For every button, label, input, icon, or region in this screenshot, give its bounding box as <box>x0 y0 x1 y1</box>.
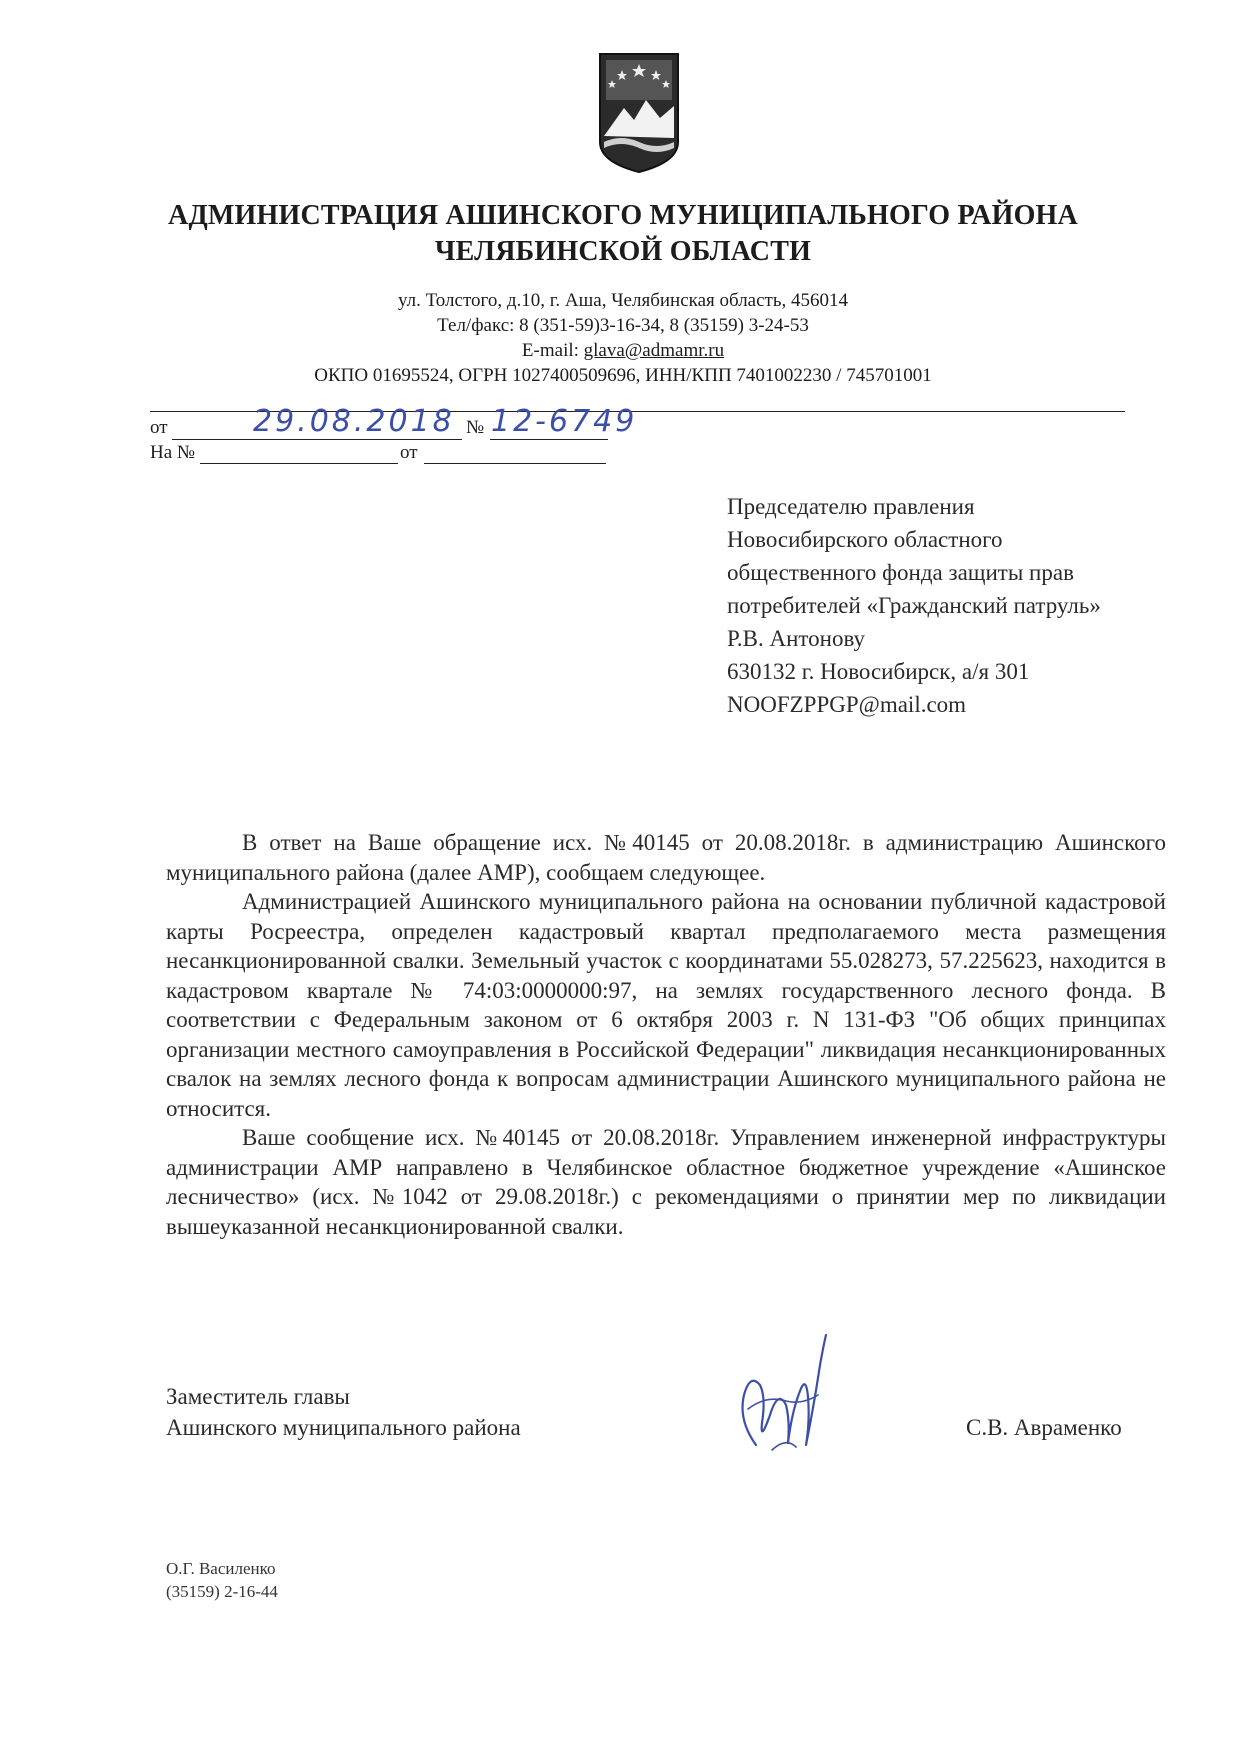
reference-number-line <box>200 463 398 464</box>
signatory-position-line2: Ашинского муниципального района <box>166 1415 521 1440</box>
email-line <box>0 338 1246 363</box>
handwritten-number: 12-6749 <box>491 404 638 439</box>
organization-name <box>0 198 1246 270</box>
address-line: ул. Толстого, д.10, г. Аша, Челябинская область, 456014 <box>397 290 849 311</box>
signatory-position <box>166 1381 521 1443</box>
recipient-line: Председателю правления <box>727 494 975 519</box>
reference-date-label: от <box>400 442 418 463</box>
recipient-line: Новосибирского областного <box>727 527 1003 552</box>
recipient-address: 630132 г. Новосибирск, а/я 301 <box>727 659 1030 684</box>
organization-name-line2: ЧЕЛЯБИНСКОЙ ОБЛАСТИ <box>434 236 812 267</box>
phone-line: Тел/факс: 8 (351-59)3-16-34, 8 (35159) 3-24-53 <box>437 315 809 336</box>
outgoing-number-label: № <box>466 417 485 438</box>
outgoing-date-line <box>172 439 462 440</box>
email-label: E-mail: <box>521 340 584 361</box>
email-link[interactable]: glava@admamr.ru <box>583 340 725 361</box>
recipient-line: общественного фонда защиты прав <box>727 560 1074 585</box>
organization-name-line1: АДМИНИСТРАЦИЯ АШИНСКОГО МУНИЦИПАЛЬНОГО РАЙОНА <box>168 200 1078 231</box>
outgoing-number-line <box>490 439 608 440</box>
signatory-position-line1: Заместитель главы <box>166 1384 350 1409</box>
reference-number-label: На № <box>150 442 196 463</box>
recipient-line: потребителей «Гражданский патруль» <box>727 593 1101 618</box>
organization-contacts <box>0 288 1246 388</box>
recipient-name: Р.В. Антонову <box>727 626 866 651</box>
executor-phone: (35159) 2-16-44 <box>166 1582 278 1601</box>
reference-date-line <box>424 463 606 464</box>
executor-info <box>166 1557 278 1603</box>
body-paragraph: Ваше сообщение исх. №40145 от 20.08.2018г. Управлением инженерной инфраструктуры администрации АМР направлено в Челябинское областное бюджетное учреждение «Ашинское лесничество» (исх. №1042 от 29.08.2018г.) с рекомендациями о принятии мер по ликвидации вышеуказанной несанкционированной свалки. <box>166 1125 1166 1239</box>
executor-name: О.Г. Василенко <box>166 1559 276 1578</box>
outgoing-date-label: от <box>150 417 168 438</box>
body-paragraph: Администрацией Ашинского муниципального района на основании публичной кадастровой карты Росреестра, определен кадастровый квартал предполагаемого места размещения несанкционированной свалки. Земельный участок с координатами 55.028273, 57.225623, находится в кадастровом квартале № 74:03:0000000:97, на землях государственного лесного фонда. В соответствии с Федеральным законом от 6 октября 2003 г. N 131-ФЗ "Об общих принципах организации местного самоуправления в Российской Федерации" ликвидация несанкционированных свалок на землях лесного фонда к вопросам администрации Ашинского муниципального района не относится. <box>166 889 1166 1121</box>
handwritten-date: 29.08.2018 <box>253 404 455 439</box>
recipient-email: NOOFZPPGP@mail.com <box>727 692 967 717</box>
registry-codes: ОКПО 01695524, ОГРН 1027400509696, ИНН/КПП 7401002230 / 745701001 <box>314 365 932 386</box>
signatory-name: С.В. Авраменко <box>966 1415 1122 1440</box>
coat-of-arms-emblem <box>596 50 682 176</box>
recipient-block <box>727 490 1101 721</box>
handwritten-signature <box>726 1325 836 1460</box>
body-paragraph: В ответ на Ваше обращение исх. №40145 от 20.08.2018г. в администрацию Ашинского муниципального района (далее АМР), сообщаем следующее. <box>166 830 1166 885</box>
letter-body <box>166 828 1166 1241</box>
